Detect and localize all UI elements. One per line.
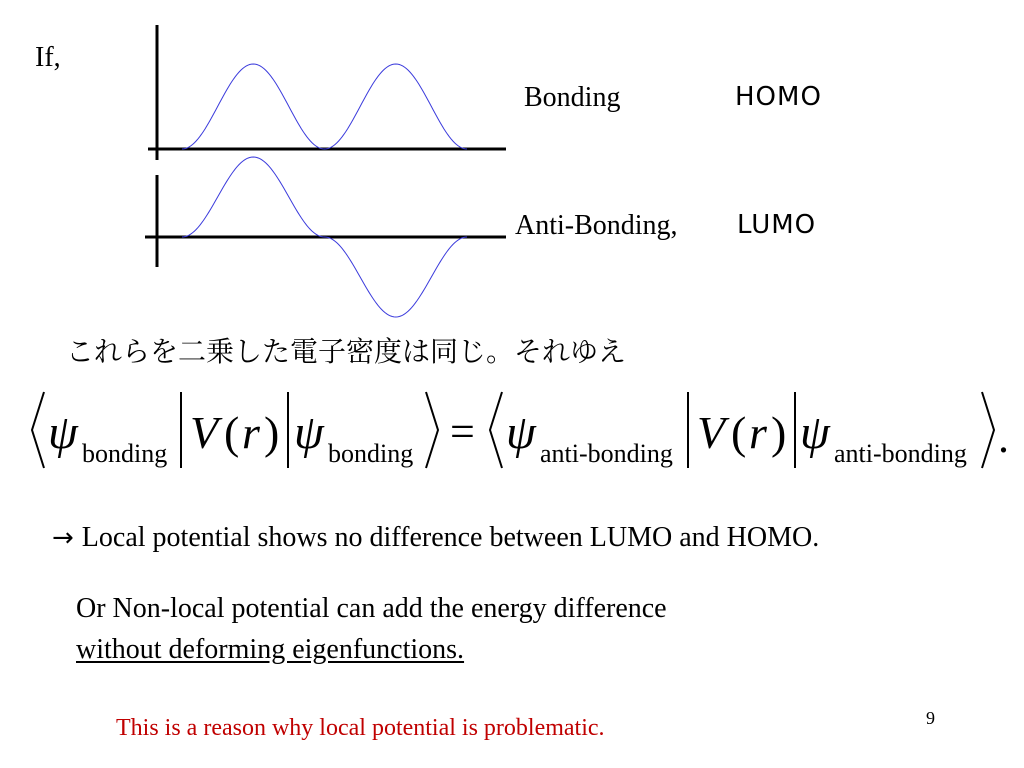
japanese-statement: これらを二乗した電子密度は同じ。それゆえ — [66, 335, 627, 368]
right-angle-bracket-1 — [426, 392, 438, 468]
subscript-bonding: bonding — [82, 439, 168, 468]
if-label: If, — [35, 42, 61, 73]
psi-symbol: ψ — [800, 406, 830, 459]
paren-open: ( — [731, 407, 747, 458]
lumo-label: LUMO — [737, 210, 817, 240]
right-arrow-icon: → — [52, 523, 74, 553]
homo-label: HOMO — [735, 82, 822, 112]
equation-period: . — [998, 413, 1009, 462]
psi-symbol: ψ — [48, 406, 78, 459]
variable-r: r — [242, 407, 260, 458]
left-angle-bracket-2 — [490, 392, 502, 468]
conclusion-line — [52, 522, 819, 554]
operator-v: V — [697, 407, 726, 458]
equals-sign: = — [450, 407, 475, 456]
nonlocal-statement-line2: without deforming eigenfunctions. — [76, 634, 465, 665]
bonding-label: Bonding — [524, 82, 621, 113]
subscript-antibonding: anti-bonding — [540, 439, 673, 468]
subscript-antibonding: anti-bonding — [834, 439, 967, 468]
right-angle-bracket-2 — [982, 392, 994, 468]
page-number: 9 — [926, 708, 935, 728]
antibonding-label: Anti-Bonding, — [515, 210, 678, 241]
psi-symbol: ψ — [506, 406, 536, 459]
left-angle-bracket-1 — [32, 392, 44, 468]
reason-note: This is a reason why local potential is problematic. — [116, 715, 605, 741]
nonlocal-statement-line1: Or Non-local potential can add the energy difference — [76, 593, 667, 624]
subscript-bonding: bonding — [328, 439, 414, 468]
psi-symbol: ψ — [294, 406, 324, 459]
matrix-element-equation — [0, 380, 1024, 480]
operator-v: V — [190, 407, 219, 458]
paren-close: ) — [264, 407, 280, 458]
conclusion-text: Local potential shows no difference between LUMO and HOMO. — [81, 522, 820, 553]
paren-open: ( — [224, 407, 240, 458]
paren-close: ) — [771, 407, 787, 458]
wavefunction-diagram — [0, 0, 1024, 330]
bonding-wave — [182, 64, 467, 149]
variable-r: r — [749, 407, 767, 458]
